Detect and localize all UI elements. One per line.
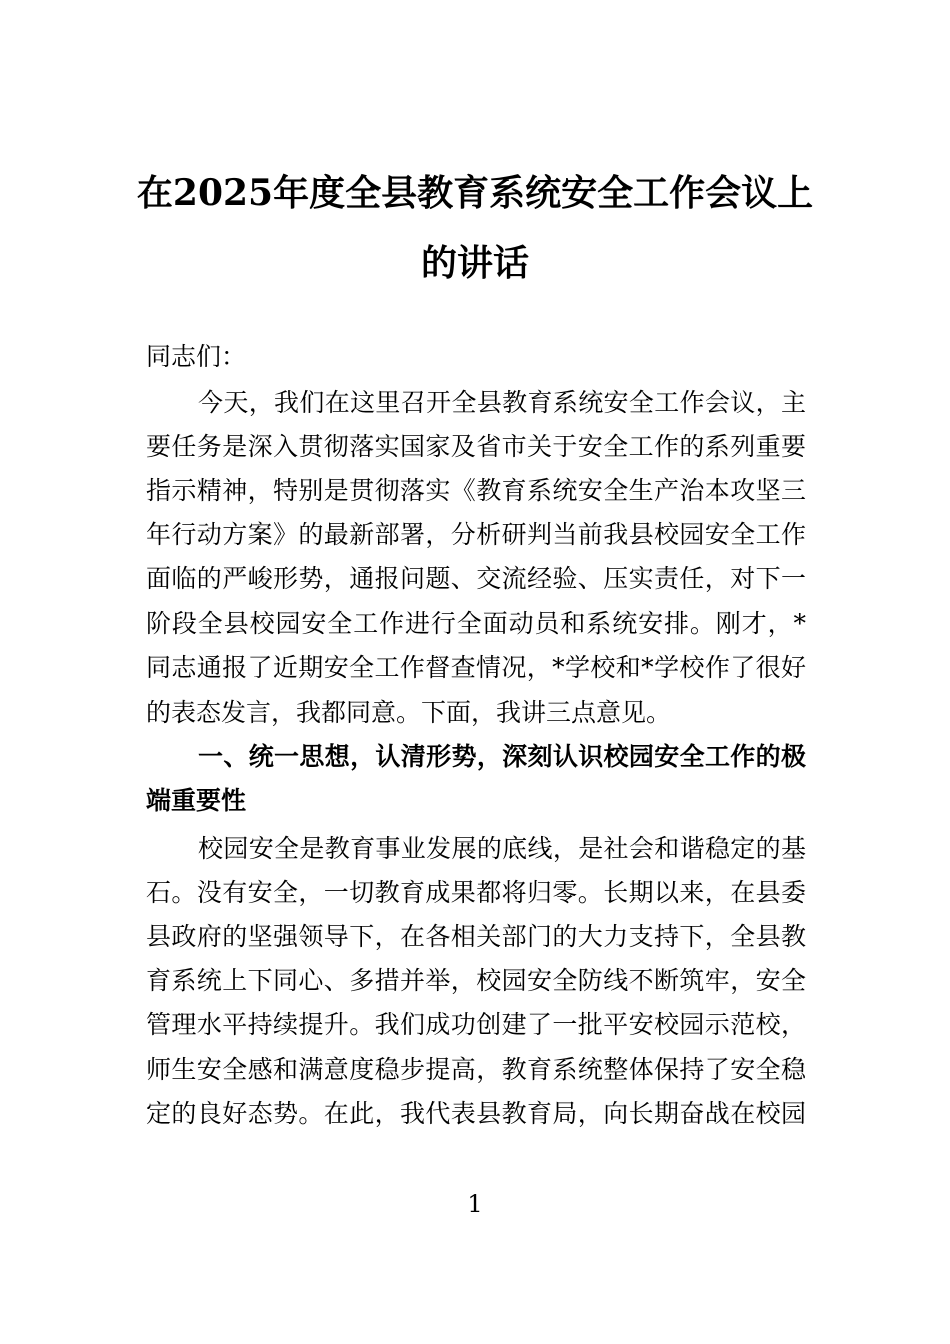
salutation: 同志们： bbox=[146, 342, 247, 371]
text-line: 今天，我们在这里召开全县教育系统安全工作会议，主 bbox=[198, 388, 806, 417]
text-line: 育系统上下同心、多措并举，校园安全防线不断筑牢，安全 bbox=[146, 966, 806, 995]
heading-line: 端重要性 bbox=[146, 786, 247, 815]
document-title-line-1: 在2025年度全县教育系统安全工作会议上 bbox=[136, 172, 814, 214]
text-line: 石。没有安全，一切教育成果都将归零。长期以来，在县委 bbox=[146, 878, 806, 907]
text-line: 定的良好态势。在此，我代表县教育局，向长期奋战在校园 bbox=[146, 1099, 806, 1128]
heading-line: 一、统一思想，认清形势，深刻认识校园安全工作的极 bbox=[198, 742, 806, 771]
text-line: 面临的严峻形势，通报问题、交流经验、压实责任，对下一 bbox=[146, 564, 806, 593]
text-line: 师生安全感和满意度稳步提高，教育系统整体保持了安全稳 bbox=[146, 1055, 806, 1084]
text-line: 年行动方案》的最新部署，分析研判当前我县校园安全工作 bbox=[146, 520, 806, 549]
document-title-line-2: 的讲话 bbox=[420, 242, 529, 284]
text-line: 校园安全是教育事业发展的底线，是社会和谐稳定的基 bbox=[198, 834, 806, 863]
page-number: 1 bbox=[467, 1190, 483, 1218]
text-line: 的表态发言，我都同意。下面，我讲三点意见。 bbox=[146, 698, 672, 727]
text-line: 同志通报了近期安全工作督查情况，*学校和*学校作了很好 bbox=[146, 653, 806, 682]
text-line: 阶段全县校园安全工作进行全面动员和系统安排。刚才，* bbox=[146, 609, 806, 638]
text-line: 县政府的坚强领导下，在各相关部门的大力支持下，全县教 bbox=[146, 922, 806, 951]
text-line: 指示精神，特别是贯彻落实《教育系统安全生产治本攻坚三 bbox=[146, 476, 806, 505]
text-line: 管理水平持续提升。我们成功创建了一批平安校园示范校， bbox=[146, 1010, 806, 1039]
text-line: 要任务是深入贯彻落实国家及省市关于安全工作的系列重要 bbox=[146, 432, 806, 461]
